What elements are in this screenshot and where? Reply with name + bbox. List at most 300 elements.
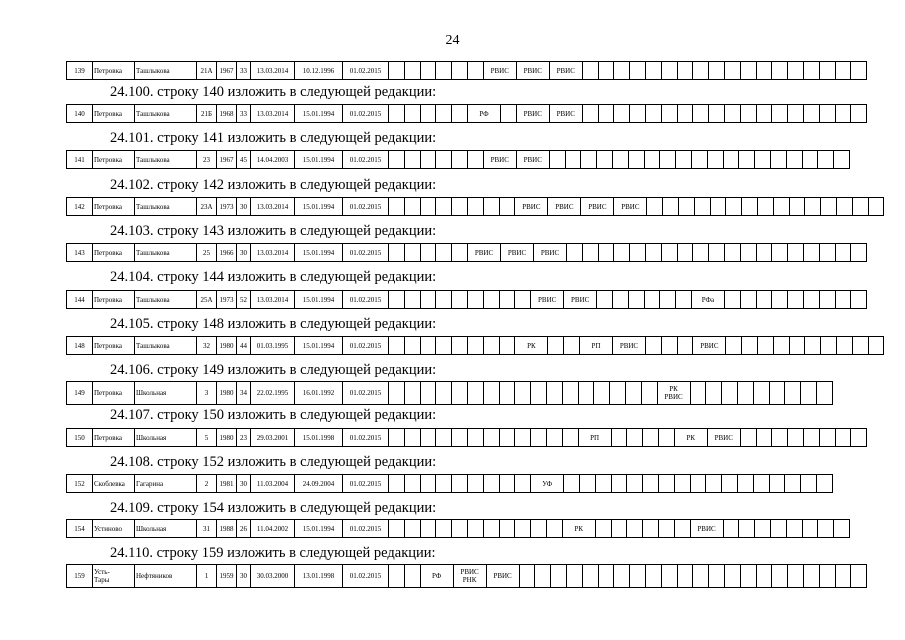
mark-cell: [834, 151, 850, 169]
mark-cell: [785, 475, 801, 493]
table-row: [67, 475, 833, 493]
mark-cell: [389, 151, 405, 169]
table-cell: Петровка: [93, 151, 135, 169]
mark-cell: РВИС: [693, 337, 726, 355]
table-cell: Ташлыкова: [135, 105, 197, 123]
mark-cell: [612, 151, 628, 169]
mark-cell: [801, 475, 817, 493]
table-cell: 1981: [217, 475, 237, 493]
mark-cell: [630, 105, 646, 123]
mark-cell: [739, 151, 755, 169]
mark-cell: [803, 105, 819, 123]
mark-cell: [644, 291, 660, 309]
mark-cell: [726, 337, 742, 355]
mark-cell: [772, 244, 788, 262]
mark-cell: [467, 291, 483, 309]
mark-cell: [772, 291, 788, 309]
mark-cell: [389, 244, 405, 262]
table-cell: 30: [237, 565, 251, 588]
mark-cell: [757, 198, 773, 216]
mark-cell: РФа: [691, 291, 724, 309]
mark-cell: [851, 565, 867, 588]
mark-cell: [420, 520, 436, 538]
mark-cell: [693, 565, 709, 588]
mark-cell: [789, 337, 805, 355]
table-cell: 1988: [217, 520, 237, 538]
mark-cell: [835, 291, 851, 309]
mark-cell: [756, 429, 772, 447]
mark-cell: [564, 337, 580, 355]
mark-cell: [499, 198, 515, 216]
register-row-table: [66, 336, 884, 355]
mark-cell: [467, 198, 483, 216]
mark-cell: [737, 382, 753, 405]
mark-cell: РВИС: [614, 198, 647, 216]
mark-cell: РВИС: [516, 62, 549, 80]
mark-cell: [628, 291, 644, 309]
table-cell: 01.02.2015: [343, 151, 389, 169]
register-row-table: [66, 61, 867, 80]
mark-cell: [851, 291, 867, 309]
table-cell: 150: [67, 429, 93, 447]
mark-cell: [816, 475, 832, 493]
mark-cell: [611, 520, 627, 538]
mark-cell: РВИС: [549, 105, 582, 123]
mark-cell: [788, 565, 804, 588]
mark-cell: [674, 520, 690, 538]
mark-cell: [836, 198, 852, 216]
table-cell: 21А: [197, 62, 217, 80]
mark-cell: [452, 337, 468, 355]
table-cell: 01.02.2015: [343, 291, 389, 309]
mark-cell: РВИС: [533, 244, 566, 262]
table-cell: 01.03.1995: [251, 337, 295, 355]
table-cell: Петровка: [93, 244, 135, 262]
mark-cell: [535, 565, 551, 588]
table-cell: Устиново: [93, 520, 135, 538]
mark-cell: [788, 62, 804, 80]
mark-cell: РВИС: [548, 198, 581, 216]
table-cell: 139: [67, 62, 93, 80]
mark-cell: [595, 475, 611, 493]
mark-cell: [770, 151, 786, 169]
mark-cell: [389, 291, 405, 309]
mark-cell: [803, 244, 819, 262]
table-cell: 1968: [217, 105, 237, 123]
table-cell: Скоблевка: [93, 475, 135, 493]
mark-cell: [709, 105, 725, 123]
mark-cell: [452, 62, 468, 80]
mark-cell: [630, 244, 646, 262]
table-cell: Школьная: [135, 429, 197, 447]
amendment-heading: 24.106. строку 149 изложить в следующей редакции:: [110, 362, 437, 378]
mark-cell: [645, 62, 661, 80]
mark-cell: [788, 429, 804, 447]
mark-cell: [562, 429, 578, 447]
mark-cell: [582, 62, 598, 80]
table-cell: 33: [237, 105, 251, 123]
mark-cell: [467, 520, 483, 538]
mark-cell: [821, 337, 837, 355]
mark-cell: [773, 198, 789, 216]
mark-cell: [389, 565, 405, 588]
mark-cell: [836, 337, 852, 355]
mark-cell: [643, 475, 659, 493]
mark-cell: [436, 337, 452, 355]
amendment-heading: 24.102. строку 142 изложить в следующей редакции:: [110, 177, 437, 193]
mark-cell: [739, 520, 755, 538]
mark-cell: [404, 62, 420, 80]
mark-cell: [693, 62, 709, 80]
register-row-table: [66, 519, 850, 538]
mark-cell: [548, 337, 564, 355]
mark-cell: [644, 151, 660, 169]
amendment-heading: 24.100. строку 140 изложить в следующей редакции:: [110, 84, 437, 100]
mark-cell: [549, 151, 565, 169]
table-cell: Петровка: [93, 105, 135, 123]
table-row: [67, 62, 867, 80]
mark-cell: [803, 429, 819, 447]
mark-cell: [756, 105, 772, 123]
mark-cell: [755, 520, 771, 538]
table-cell: 13.03.2014: [251, 62, 295, 80]
table-row: [67, 105, 867, 123]
mark-cell: [835, 244, 851, 262]
amendment-heading: 24.105. строку 148 изложить в следующей редакции:: [110, 316, 437, 332]
table-cell: 13.01.1998: [295, 565, 343, 588]
mark-cell: РВИС РНК: [453, 565, 486, 588]
mark-cell: [564, 475, 580, 493]
table-cell: 01.02.2015: [343, 475, 389, 493]
mark-cell: [709, 62, 725, 80]
mark-cell: [819, 244, 835, 262]
mark-cell: [531, 429, 547, 447]
mark-cell: [756, 291, 772, 309]
table-cell: 141: [67, 151, 93, 169]
mark-cell: [483, 382, 499, 405]
mark-cell: [515, 475, 531, 493]
mark-cell: [452, 475, 468, 493]
mark-cell: [819, 565, 835, 588]
table-cell: Ташлыкова: [135, 151, 197, 169]
mark-cell: [723, 151, 739, 169]
register-row-table: [66, 564, 867, 588]
mark-cell: [722, 382, 738, 405]
table-cell: 30: [237, 475, 251, 493]
mark-cell: РП: [579, 337, 612, 355]
table-cell: 14.04.2003: [251, 151, 295, 169]
page-number: 24: [445, 33, 460, 48]
mark-cell: [611, 429, 627, 447]
table-cell: 3: [197, 382, 217, 405]
mark-cell: [835, 62, 851, 80]
table-cell: Петровка: [93, 198, 135, 216]
mark-cell: [582, 105, 598, 123]
mark-cell: [452, 382, 468, 405]
mark-cell: [625, 382, 641, 405]
mark-cell: [660, 151, 676, 169]
mark-cell: [420, 337, 436, 355]
mark-cell: [389, 382, 405, 405]
mark-cell: [389, 198, 405, 216]
table-cell: Ташлыкова: [135, 62, 197, 80]
table-cell: 29.03.2001: [251, 429, 295, 447]
table-cell: 52: [237, 291, 251, 309]
table-cell: Усть- Тары: [93, 565, 135, 588]
table-cell: 15.01.1994: [295, 244, 343, 262]
mark-cell: [531, 382, 547, 405]
table-cell: 13.03.2014: [251, 105, 295, 123]
mark-cell: [515, 291, 531, 309]
table-cell: 33: [237, 62, 251, 80]
mark-cell: [598, 244, 614, 262]
mark-cell: [404, 520, 420, 538]
mark-cell: [819, 429, 835, 447]
mark-cell: [546, 429, 562, 447]
table-cell: 30: [237, 244, 251, 262]
mark-cell: [436, 382, 452, 405]
mark-cell: [499, 291, 515, 309]
mark-cell: [676, 151, 692, 169]
table-row: [67, 291, 867, 309]
mark-cell: [436, 105, 452, 123]
table-cell: Петровка: [93, 429, 135, 447]
mark-cell: [499, 337, 515, 355]
table-cell: 1967: [217, 151, 237, 169]
mark-cell: [467, 382, 483, 405]
mark-cell: [835, 105, 851, 123]
mark-cell: [661, 244, 677, 262]
table-cell: 15.01.1994: [295, 198, 343, 216]
table-cell: 25А: [197, 291, 217, 309]
mark-cell: [851, 244, 867, 262]
mark-cell: [515, 520, 531, 538]
table-cell: 13.03.2014: [251, 244, 295, 262]
table-cell: 01.02.2015: [343, 520, 389, 538]
mark-cell: [819, 291, 835, 309]
mark-cell: [789, 198, 805, 216]
mark-cell: [678, 198, 694, 216]
mark-cell: [581, 151, 597, 169]
mark-cell: РК: [562, 520, 595, 538]
mark-cell: РВИС: [467, 244, 500, 262]
table-cell: 1: [197, 565, 217, 588]
mark-cell: РВИС: [581, 198, 614, 216]
mark-cell: [420, 244, 436, 262]
mark-cell: [420, 198, 436, 216]
mark-cell: [404, 429, 420, 447]
mark-cell: [737, 475, 753, 493]
mark-cell: [436, 475, 452, 493]
mark-cell: РВИС: [483, 62, 516, 80]
mark-cell: [756, 244, 772, 262]
table-cell: Нефтяников: [135, 565, 197, 588]
mark-cell: [818, 151, 834, 169]
table-cell: Школьная: [135, 382, 197, 405]
table-cell: Петровка: [93, 62, 135, 80]
table-row: [67, 520, 850, 538]
mark-cell: [868, 337, 884, 355]
mark-cell: РВИС: [612, 337, 645, 355]
table-cell: 23: [237, 429, 251, 447]
table-cell: 154: [67, 520, 93, 538]
mark-cell: [404, 291, 420, 309]
mark-cell: [851, 105, 867, 123]
table-cell: 15.01.1994: [295, 520, 343, 538]
mark-cell: [531, 520, 547, 538]
table-cell: 152: [67, 475, 93, 493]
table-cell: 23: [197, 151, 217, 169]
table-cell: 01.02.2015: [343, 198, 389, 216]
mark-cell: [515, 382, 531, 405]
mark-cell: [519, 565, 535, 588]
mark-cell: [852, 198, 868, 216]
register-row-table: [66, 290, 867, 309]
mark-cell: РК РВИС: [657, 382, 690, 405]
table-cell: 22.02.1995: [251, 382, 295, 405]
mark-cell: [801, 382, 817, 405]
mark-cell: [753, 382, 769, 405]
table-cell: 11.04.2002: [251, 520, 295, 538]
mark-cell: [693, 105, 709, 123]
mark-cell: [515, 429, 531, 447]
mark-cell: [643, 520, 659, 538]
mark-cell: [674, 475, 690, 493]
table-cell: 34: [237, 382, 251, 405]
mark-cell: [594, 382, 610, 405]
mark-cell: [499, 429, 515, 447]
table-cell: Ташлыкова: [135, 244, 197, 262]
mark-cell: [785, 382, 801, 405]
mark-cell: [610, 382, 626, 405]
mark-cell: [404, 475, 420, 493]
mark-cell: [691, 151, 707, 169]
table-cell: 143: [67, 244, 93, 262]
table-cell: 01.02.2015: [343, 62, 389, 80]
table-cell: 26: [237, 520, 251, 538]
table-cell: 13.03.2014: [251, 291, 295, 309]
mark-cell: [788, 244, 804, 262]
table-cell: 1967: [217, 62, 237, 80]
mark-cell: [499, 382, 515, 405]
register-row-table: [66, 474, 833, 493]
table-row: [67, 337, 884, 355]
mark-cell: [404, 198, 420, 216]
mark-cell: [723, 520, 739, 538]
mark-cell: [676, 291, 692, 309]
table-cell: 15.01.1994: [295, 151, 343, 169]
mark-cell: [628, 151, 644, 169]
mark-cell: [582, 244, 598, 262]
mark-cell: [740, 291, 756, 309]
table-row: [67, 382, 833, 405]
mark-cell: [404, 565, 420, 588]
mark-cell: [788, 105, 804, 123]
table-cell: 30: [237, 198, 251, 216]
table-cell: 1980: [217, 337, 237, 355]
table-row: [67, 429, 867, 447]
table-cell: 1973: [217, 198, 237, 216]
mark-cell: [546, 382, 562, 405]
mark-cell: [499, 520, 515, 538]
mark-cell: [802, 520, 818, 538]
mark-cell: РВИС: [564, 291, 597, 309]
mark-cell: [614, 62, 630, 80]
amendment-heading: 24.108. строку 152 изложить в следующей редакции:: [110, 454, 437, 470]
table-cell: 159: [67, 565, 93, 588]
mark-cell: [658, 429, 674, 447]
amendment-heading: 24.110. строку 159 изложить в следующей редакции:: [110, 545, 436, 561]
mark-cell: [818, 520, 834, 538]
mark-cell: [420, 151, 436, 169]
mark-cell: [706, 382, 722, 405]
mark-cell: [740, 62, 756, 80]
mark-cell: [611, 475, 627, 493]
mark-cell: [389, 62, 405, 80]
table-row: [67, 565, 867, 588]
mark-cell: [452, 520, 468, 538]
mark-cell: [816, 382, 832, 405]
mark-cell: [452, 429, 468, 447]
mark-cell: [436, 198, 452, 216]
table-cell: 11.03.2004: [251, 475, 295, 493]
mark-cell: [724, 565, 740, 588]
mark-cell: [661, 105, 677, 123]
mark-cell: [740, 565, 756, 588]
table-cell: 1959: [217, 565, 237, 588]
table-cell: 23А: [197, 198, 217, 216]
mark-cell: [404, 151, 420, 169]
mark-cell: [452, 291, 468, 309]
table-cell: 01.02.2015: [343, 337, 389, 355]
mark-cell: [756, 62, 772, 80]
mark-cell: РВИС: [500, 244, 533, 262]
table-cell: Ташлыкова: [135, 198, 197, 216]
register-row-table: [66, 197, 884, 216]
mark-cell: [578, 382, 594, 405]
mark-cell: [420, 291, 436, 309]
table-cell: Гагарина: [135, 475, 197, 493]
mark-cell: [677, 565, 693, 588]
mark-cell: [579, 475, 595, 493]
mark-cell: [677, 244, 693, 262]
mark-cell: [467, 337, 483, 355]
table-cell: 140: [67, 105, 93, 123]
mark-cell: [724, 105, 740, 123]
mark-cell: [452, 105, 468, 123]
mark-cell: [740, 105, 756, 123]
mark-cell: [627, 520, 643, 538]
mark-cell: [499, 475, 515, 493]
mark-cell: [420, 475, 436, 493]
mark-cell: [389, 429, 405, 447]
mark-cell: [562, 382, 578, 405]
mark-cell: [630, 62, 646, 80]
mark-cell: [597, 151, 613, 169]
mark-cell: [821, 198, 837, 216]
amendment-heading: 24.101. строку 141 изложить в следующей редакции:: [110, 130, 437, 146]
mark-cell: [706, 475, 722, 493]
register-row-table: [66, 243, 867, 262]
mark-cell: [742, 198, 758, 216]
table-cell: 1966: [217, 244, 237, 262]
mark-cell: [595, 520, 611, 538]
mark-cell: [483, 520, 499, 538]
mark-cell: [661, 565, 677, 588]
mark-cell: [805, 337, 821, 355]
mark-cell: [645, 244, 661, 262]
mark-cell: [851, 62, 867, 80]
